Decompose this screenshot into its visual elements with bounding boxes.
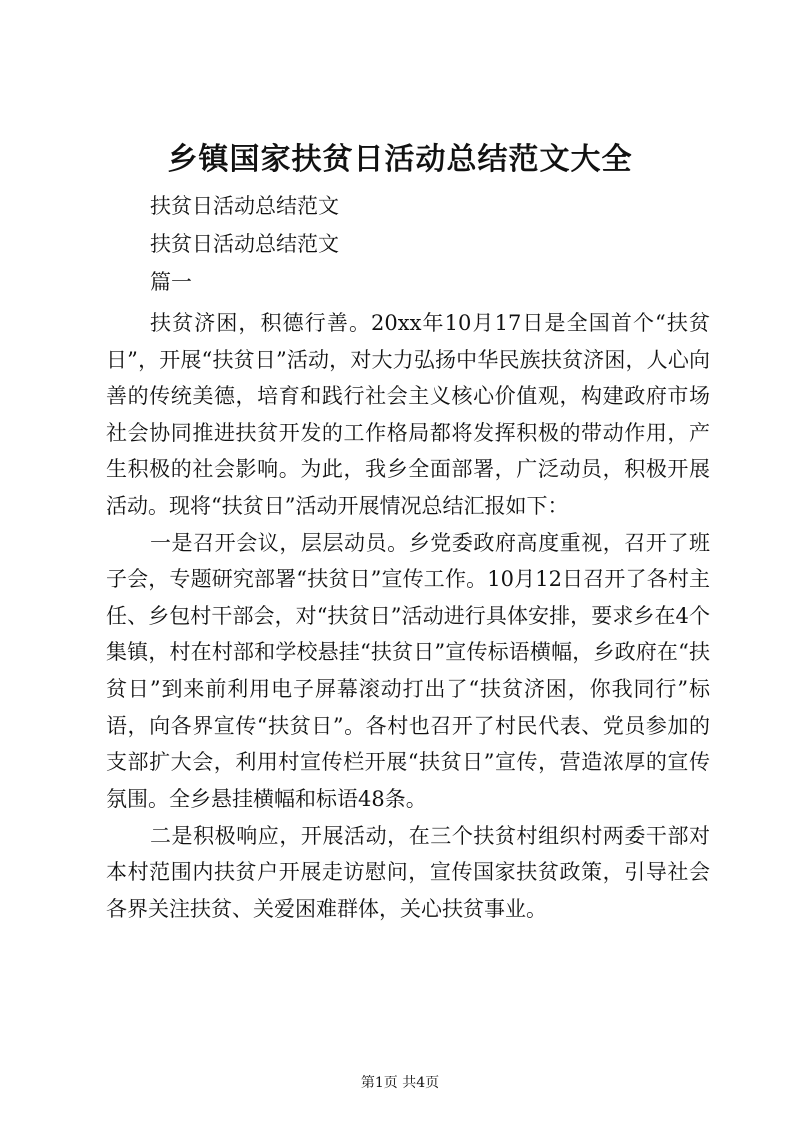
section-label: 篇一 xyxy=(150,270,192,294)
subtitle-line-1: 扶贫日活动总结范文 xyxy=(150,194,339,218)
body-paragraph-meeting: 一是召开会议，层层动员。乡党委政府高度重视，召开了班子会，专题研究部署“扶贫日”宣传工作。10月12日召开了各村主任、乡包村干部会，对“扶贫日”活动进行具体安排，要求乡在4个集镇，村在村部和学校悬挂“扶贫日”宣传标语横幅，乡政府在“扶贫日”到来前利用电子屏幕滚动打出了“扶贫济困，你我同行”标语，向各界宣传“扶贫日”。各村也召开了村民代表、党员参加的支部扩大会，利用村宣传栏开展“扶贫日”宣传，营造浓厚的宣传氛围。全乡悬挂横幅和标语48条。 xyxy=(106,530,710,811)
body-paragraph-activities: 二是积极响应，开展活动，在三个扶贫村组织村两委干部对本村范围内扶贫户开展走访慰问，宣传国家扶贫政策，引导社会各界关注扶贫、关爱困难群体，关心扶贫事业。 xyxy=(106,823,710,921)
document-body xyxy=(106,305,710,927)
page-footer: 第1页 共4页 xyxy=(360,1075,440,1091)
document-title: 乡镇国家扶贫日活动总结范文大全 xyxy=(167,142,633,177)
body-paragraph-intro: 扶贫济困，积德行善。20xx年10月17日是全国首个“扶贫日”，开展“扶贫日”活动，对大力弘扬中华民族扶贫济困，人心向善的传统美德，培育和践行社会主义核心价值观，构建政府市场社会协同推进扶贫开发的工作格局都将发挥积极的带动作用，产生积极的社会影响。为此，我乡全面部署，广泛动员，积极开展活动。现将“扶贫日”活动开展情况总结汇报如下： xyxy=(106,311,710,518)
subtitle-line-2: 扶贫日活动总结范文 xyxy=(150,232,339,256)
